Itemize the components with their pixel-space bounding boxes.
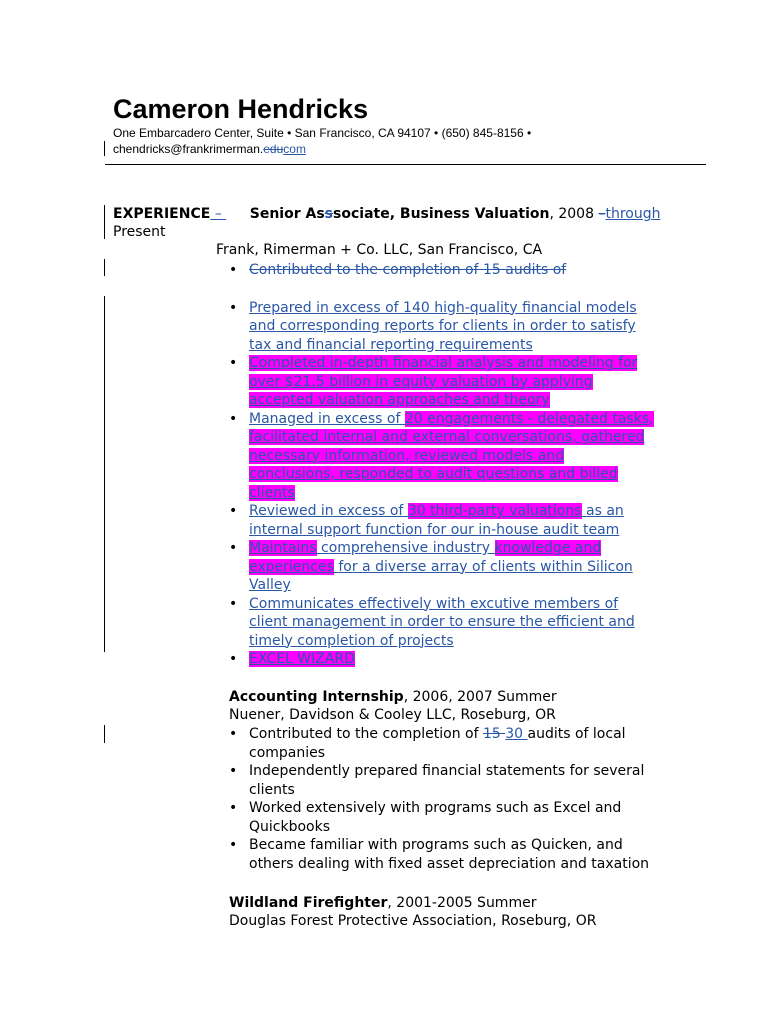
- internship-heading: [229, 688, 557, 707]
- email-prefix: chendricks@frankrimerman.: [113, 142, 264, 156]
- internship-bullets: [229, 725, 654, 873]
- list-item: • EXCEL WIZARD: [229, 651, 355, 667]
- job-title: Accounting Internship: [229, 689, 404, 705]
- list-item: • Worked extensively with programs such as Excel and Quickbooks: [229, 800, 622, 835]
- list-item: • Became familiar with programs such as Quicken, and others dealing with fixed asset depreciation and taxation: [229, 837, 650, 872]
- list-item: • Contributed to the completion of 15 audits of: [229, 262, 567, 278]
- experience-bullets: [229, 261, 654, 669]
- inserted-space: [222, 205, 250, 224]
- list-item: • Communicates effectively with excutive members of client management in order to ensure the efficient and timely completion of projects: [229, 595, 635, 649]
- list-item: • Contributed to the completion of 15 30 audits of local companies: [229, 726, 626, 761]
- list-item: • Independently prepared financial statements for several clients: [229, 763, 645, 798]
- job-title: Wildland Firefighter: [229, 895, 388, 911]
- job-dates: , 2008: [549, 206, 599, 222]
- list-item: • Managed in excess of 20 engagements - delegated tasks, facilitated internal and external conversations, gathered necessary information, reviewed models and conclusions, responded to audit questions and billed clients: [229, 410, 654, 501]
- company-name: Douglas Forest Protective Association, Roseburg, OR: [229, 913, 597, 929]
- company-name: Nuener, Davidson & Cooley LLC, Roseburg, OR: [229, 707, 556, 723]
- list-item: • Maintains comprehensive industry knowledge and experiences for a diverse array of clients within Silicon Valley: [229, 540, 633, 593]
- list-item: • Prepared in excess of 140 high-quality financial models and corresponding reports for clients in order to satisfy tax and financial reporting requirements: [229, 299, 637, 353]
- job-title: Senior Asssociate, Business Valuation: [249, 206, 550, 222]
- inserted-dash: –: [210, 206, 222, 222]
- change-bar: [104, 725, 105, 743]
- job-dates: , 2001-2005 Summer: [387, 895, 537, 911]
- resume-name: Cameron Hendricks: [113, 94, 369, 124]
- present-text: Present: [113, 224, 166, 240]
- company-name: Frank, Rimerman + Co. LLC, San Francisco, CA: [216, 242, 543, 258]
- deleted-dash: –: [598, 206, 606, 222]
- change-bar: [104, 259, 105, 276]
- list-item: • Completed in-depth financial analysis and modeling for over $21.5 billion in equity valuation by applying accepted valuation approaches and theory: [229, 355, 638, 408]
- change-bar: [104, 296, 105, 652]
- experience-heading: [113, 205, 660, 224]
- address-line: One Embarcadero Center, Suite • San Francisco, CA 94107 • (650) 845-8156 •: [113, 126, 532, 140]
- inserted-through: through: [605, 206, 661, 222]
- list-item: • Reviewed in excess of 30 third-party valuations as an internal support function for our in-house audit team: [229, 503, 624, 538]
- email-inserted: com: [283, 142, 306, 156]
- header-rule: [105, 164, 706, 165]
- email-line: [113, 141, 306, 157]
- email-deleted: edu: [263, 142, 284, 156]
- change-bar: [104, 141, 105, 156]
- job-dates: , 2006, 2007 Summer: [403, 689, 557, 705]
- change-bar: [104, 205, 105, 239]
- section-label: EXPERIENCE: [113, 206, 211, 222]
- firefighter-heading: [229, 894, 536, 913]
- empty-line: [229, 280, 654, 299]
